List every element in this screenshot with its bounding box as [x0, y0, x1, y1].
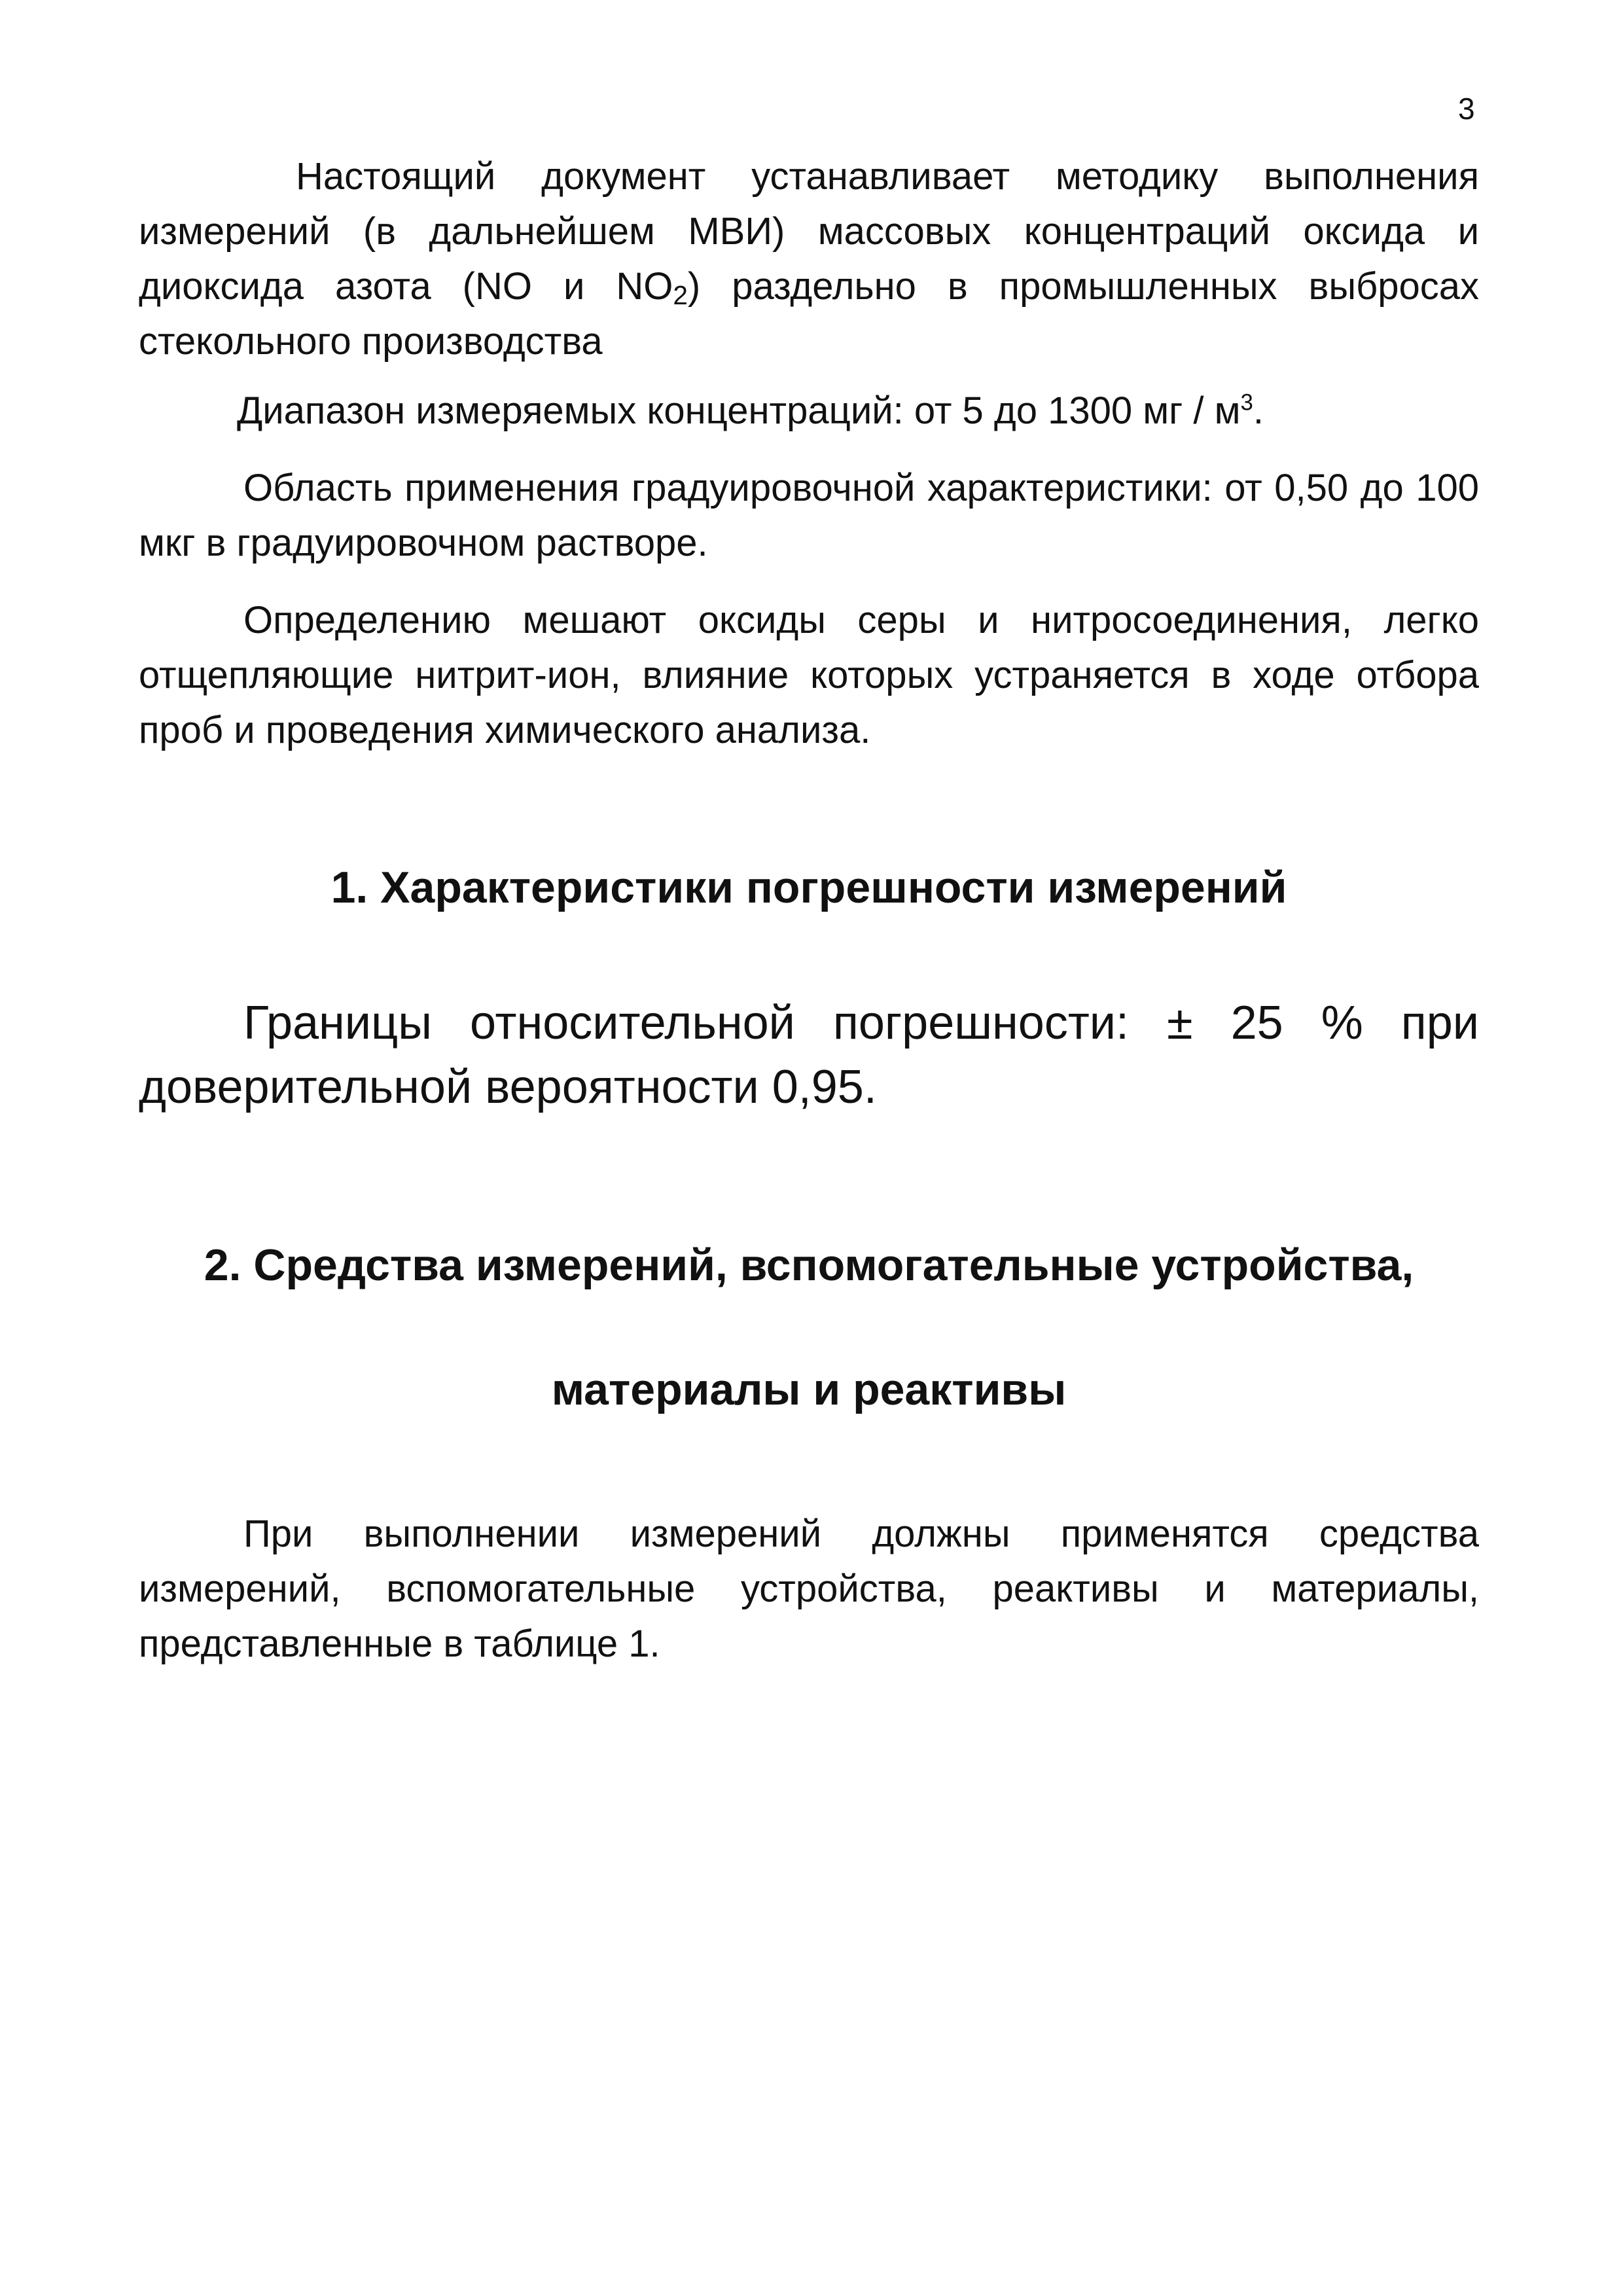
page-content	[139, 149, 1479, 1672]
cubic-superscript: 3	[1240, 389, 1253, 416]
section-2-heading-line-2: материалы и реактивы	[551, 1365, 1067, 1414]
intro-paragraph-interference: Определению мешают оксиды серы и нитросоединения, легко отщепляющие нитрит-ион, влияние которых устраняется в ходе отбора проб и проведения химического анализа.	[139, 599, 1479, 751]
intro-scope-text-b: ) раздельно в промышленных выбросах стекольного производства	[139, 265, 1479, 363]
page-number: 3	[1458, 92, 1475, 126]
no2-subscript: 2	[673, 280, 688, 311]
section-2-heading	[139, 1203, 1479, 1452]
range-text: Диапазон измеряемых концентраций: от 5 до 1300 мг / м	[237, 389, 1241, 432]
intro-paragraph-range	[139, 384, 1479, 439]
intro-paragraph-calibration: Область применения градуировочной характеристики: от 0,50 до 100 мкг в градуировочном растворе.	[139, 467, 1479, 564]
section-2-text: При выполнении измерений должны применятся средства измерений, вспомогательные устройства, реактивы и материалы, представленные в таблице 1.	[139, 1513, 1479, 1665]
intro-scope-text-a: Настоящий документ устанавливает методику выполнения измерений (в дальнейшем МВИ) массовых концентраций оксида и диоксида азота (NO и NO	[139, 155, 1479, 308]
section-1-heading: 1. Характеристики погрешности измерений	[330, 863, 1287, 912]
section-1-text: Границы относительной погрешности: ± 25 % при доверительной вероятности 0,95.	[139, 997, 1479, 1113]
range-tail: .	[1253, 389, 1264, 432]
section-2-heading-line-1: 2. Средства измерений, вспомогательные устройства,	[204, 1240, 1414, 1290]
intro-paragraph-scope	[139, 149, 1479, 369]
